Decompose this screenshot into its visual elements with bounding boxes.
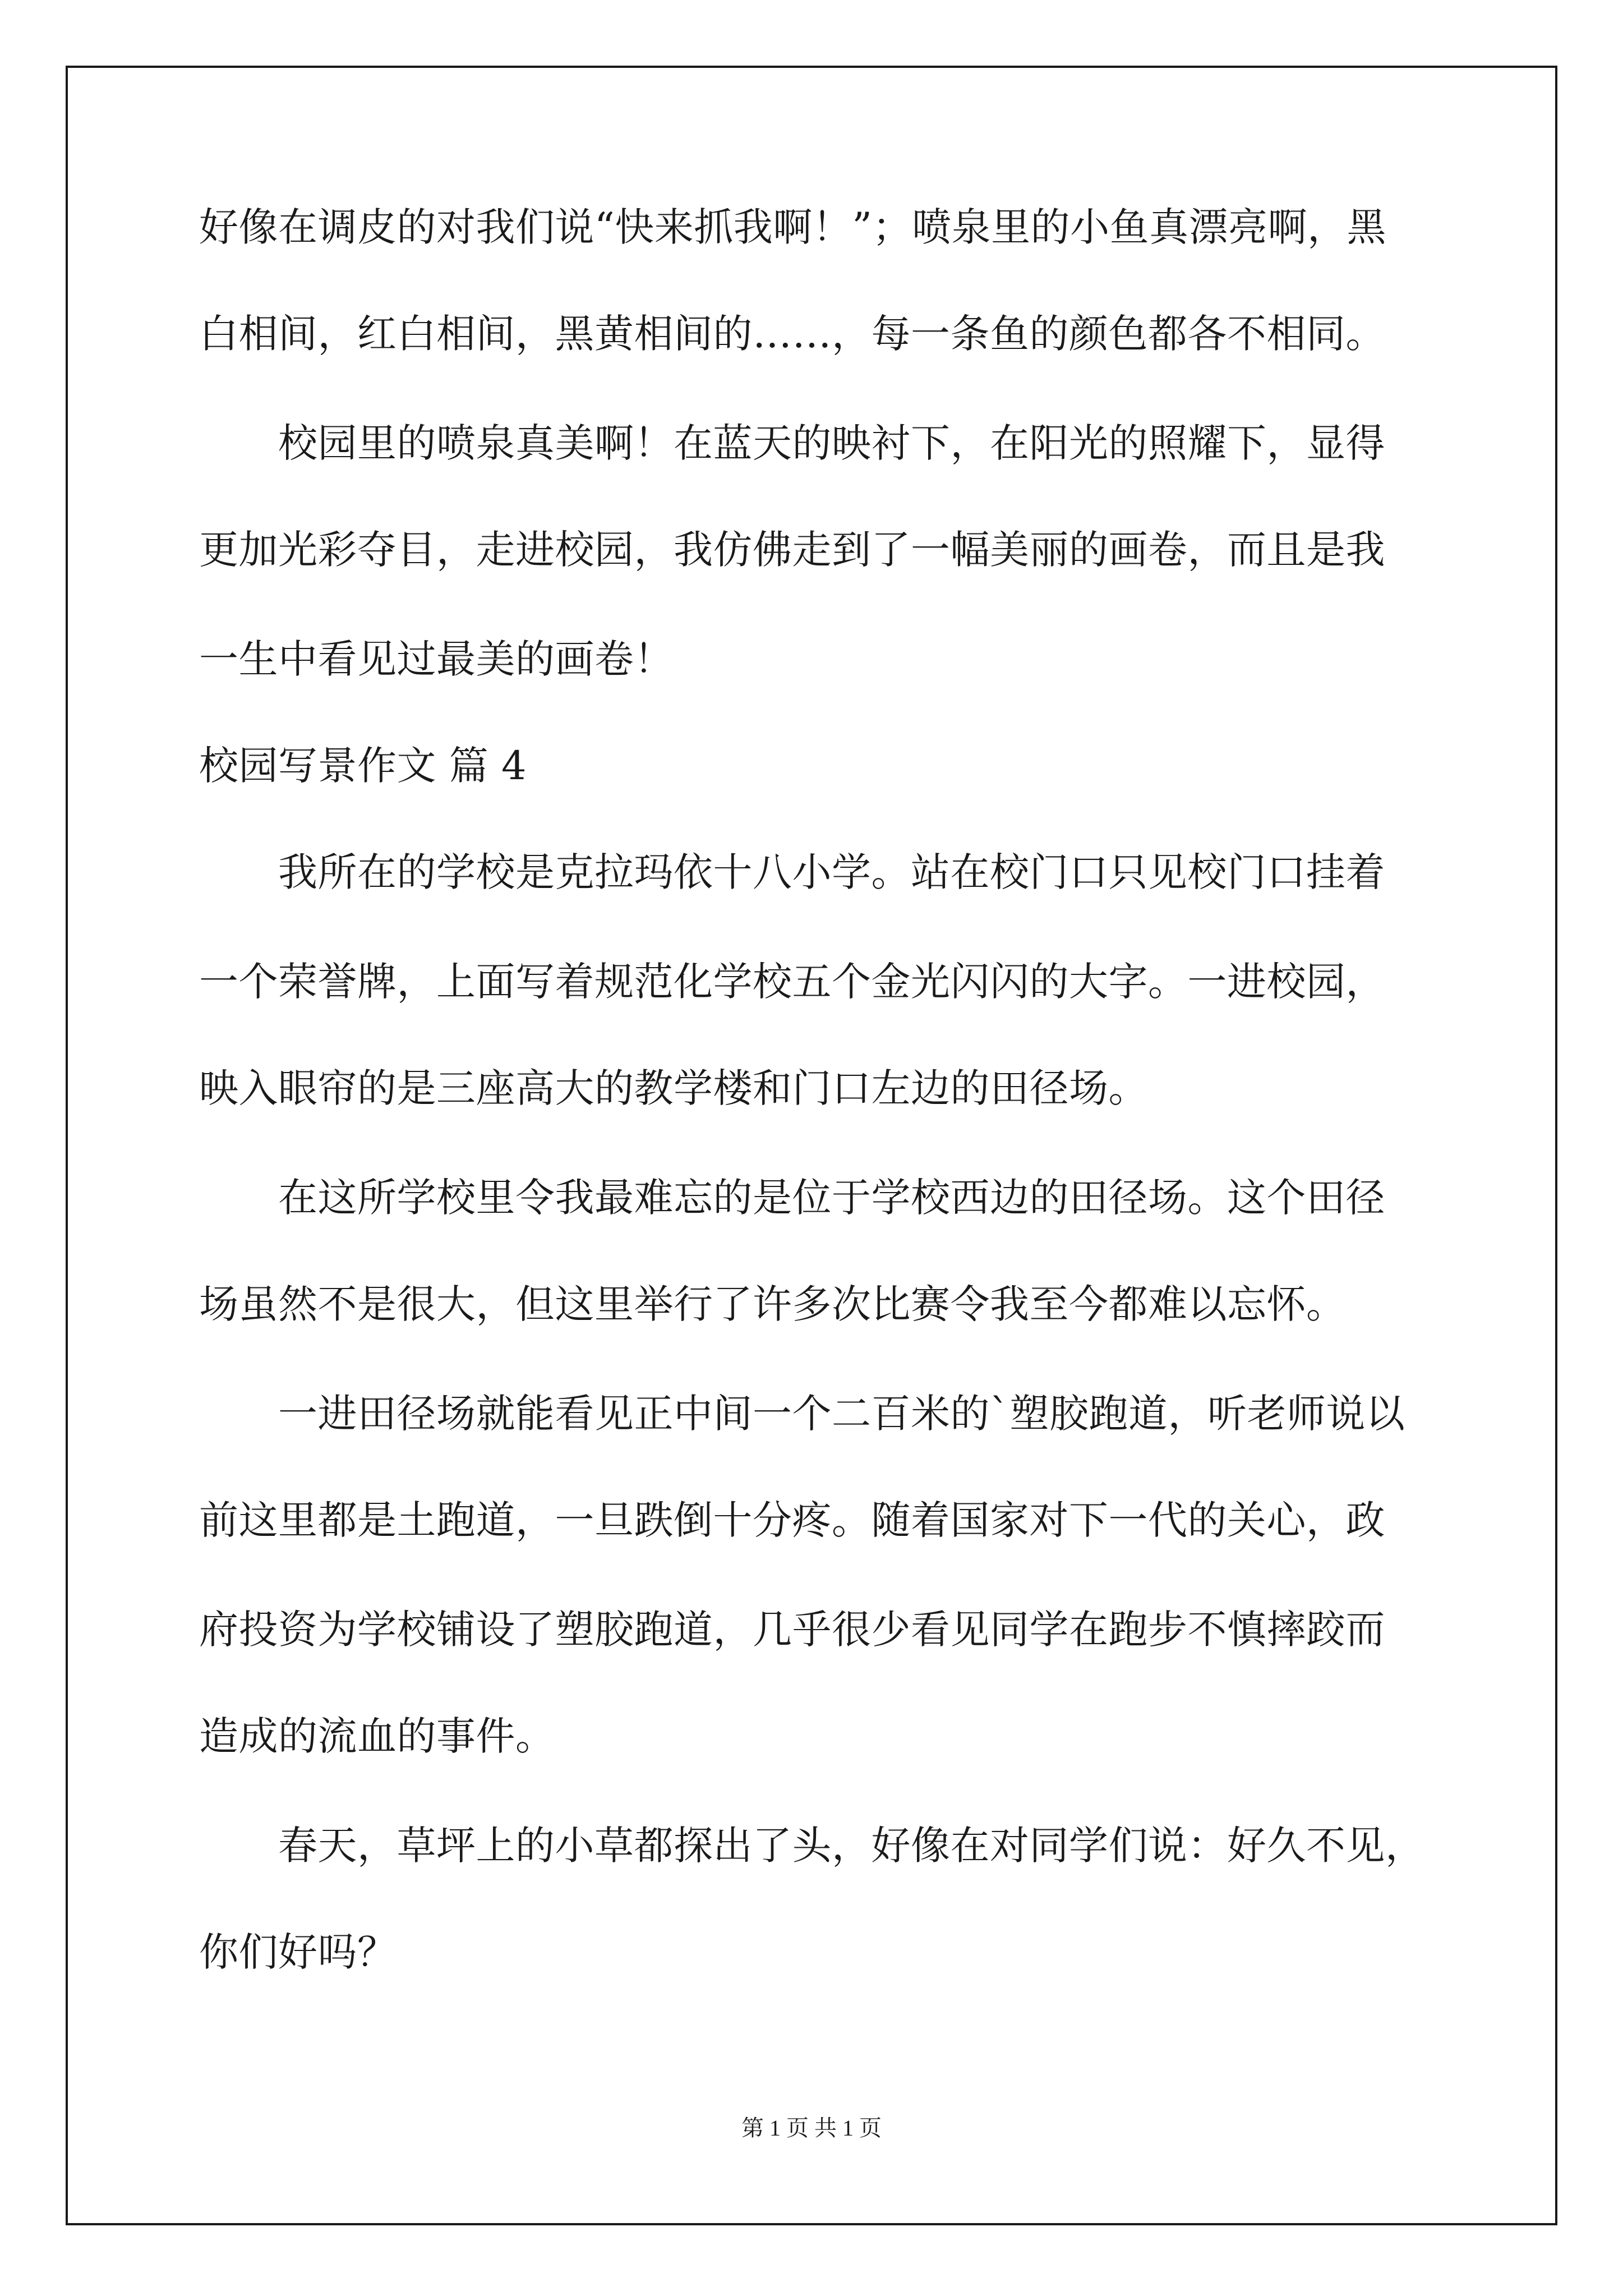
text-line: 好像在调皮的对我们说“快来抓我啊！”；喷泉里的小鱼真漂亮啊，黑 xyxy=(199,204,1387,250)
text-line: 校园里的喷泉真美啊！在蓝天的映衬下，在阳光的照耀下，显得 xyxy=(199,420,1385,466)
text-line: 更加光彩夺目，走进校园，我仿佛走到了一幅美丽的画卷，而且是我 xyxy=(199,527,1385,573)
text-line: 一生中看见过最美的画卷！ xyxy=(199,636,674,682)
section-heading: 校园写景作文 篇 4 xyxy=(199,743,527,789)
page-border xyxy=(66,66,1557,2225)
text-line: 造成的流血的事件。 xyxy=(199,1713,555,1759)
text-line: 场虽然不是很大，但这里举行了许多次比赛令我至今都难以忘怀。 xyxy=(199,1281,1346,1327)
text-line: 春天，草坪上的小草都探出了头，好像在对同学们说：好久不见， xyxy=(199,1823,1425,1869)
text-line: 前这里都是土跑道，一旦跌倒十分疼。随着国家对下一代的关心，政 xyxy=(199,1497,1385,1543)
text-line: 我所在的学校是克拉玛依十八小学。站在校门口只见校门口挂着 xyxy=(199,849,1385,895)
text-line: 在这所学校里令我最难忘的是位于学校西边的田径场。这个田径 xyxy=(199,1175,1385,1221)
text-line: 你们好吗？ xyxy=(199,1929,397,1975)
page-number-footer: 第 1 页 共 1 页 xyxy=(741,2115,882,2141)
text-line: 一个荣誉牌，上面写着规范化学校五个金光闪闪的大字。一进校园， xyxy=(199,959,1385,1005)
text-line: 映入眼帘的是三座高大的教学楼和门口左边的田径场。 xyxy=(199,1065,1148,1111)
text-line: 一进田径场就能看见正中间一个二百米的`塑胶跑道，听老师说以 xyxy=(199,1391,1405,1437)
text-line: 府投资为学校铺设了塑胶跑道，几乎很少看见同学在跑步不慎摔跤而 xyxy=(199,1607,1385,1653)
text-line: 白相间，红白相间，黑黄相间的……，每一条鱼的颜色都各不相同。 xyxy=(199,311,1385,357)
